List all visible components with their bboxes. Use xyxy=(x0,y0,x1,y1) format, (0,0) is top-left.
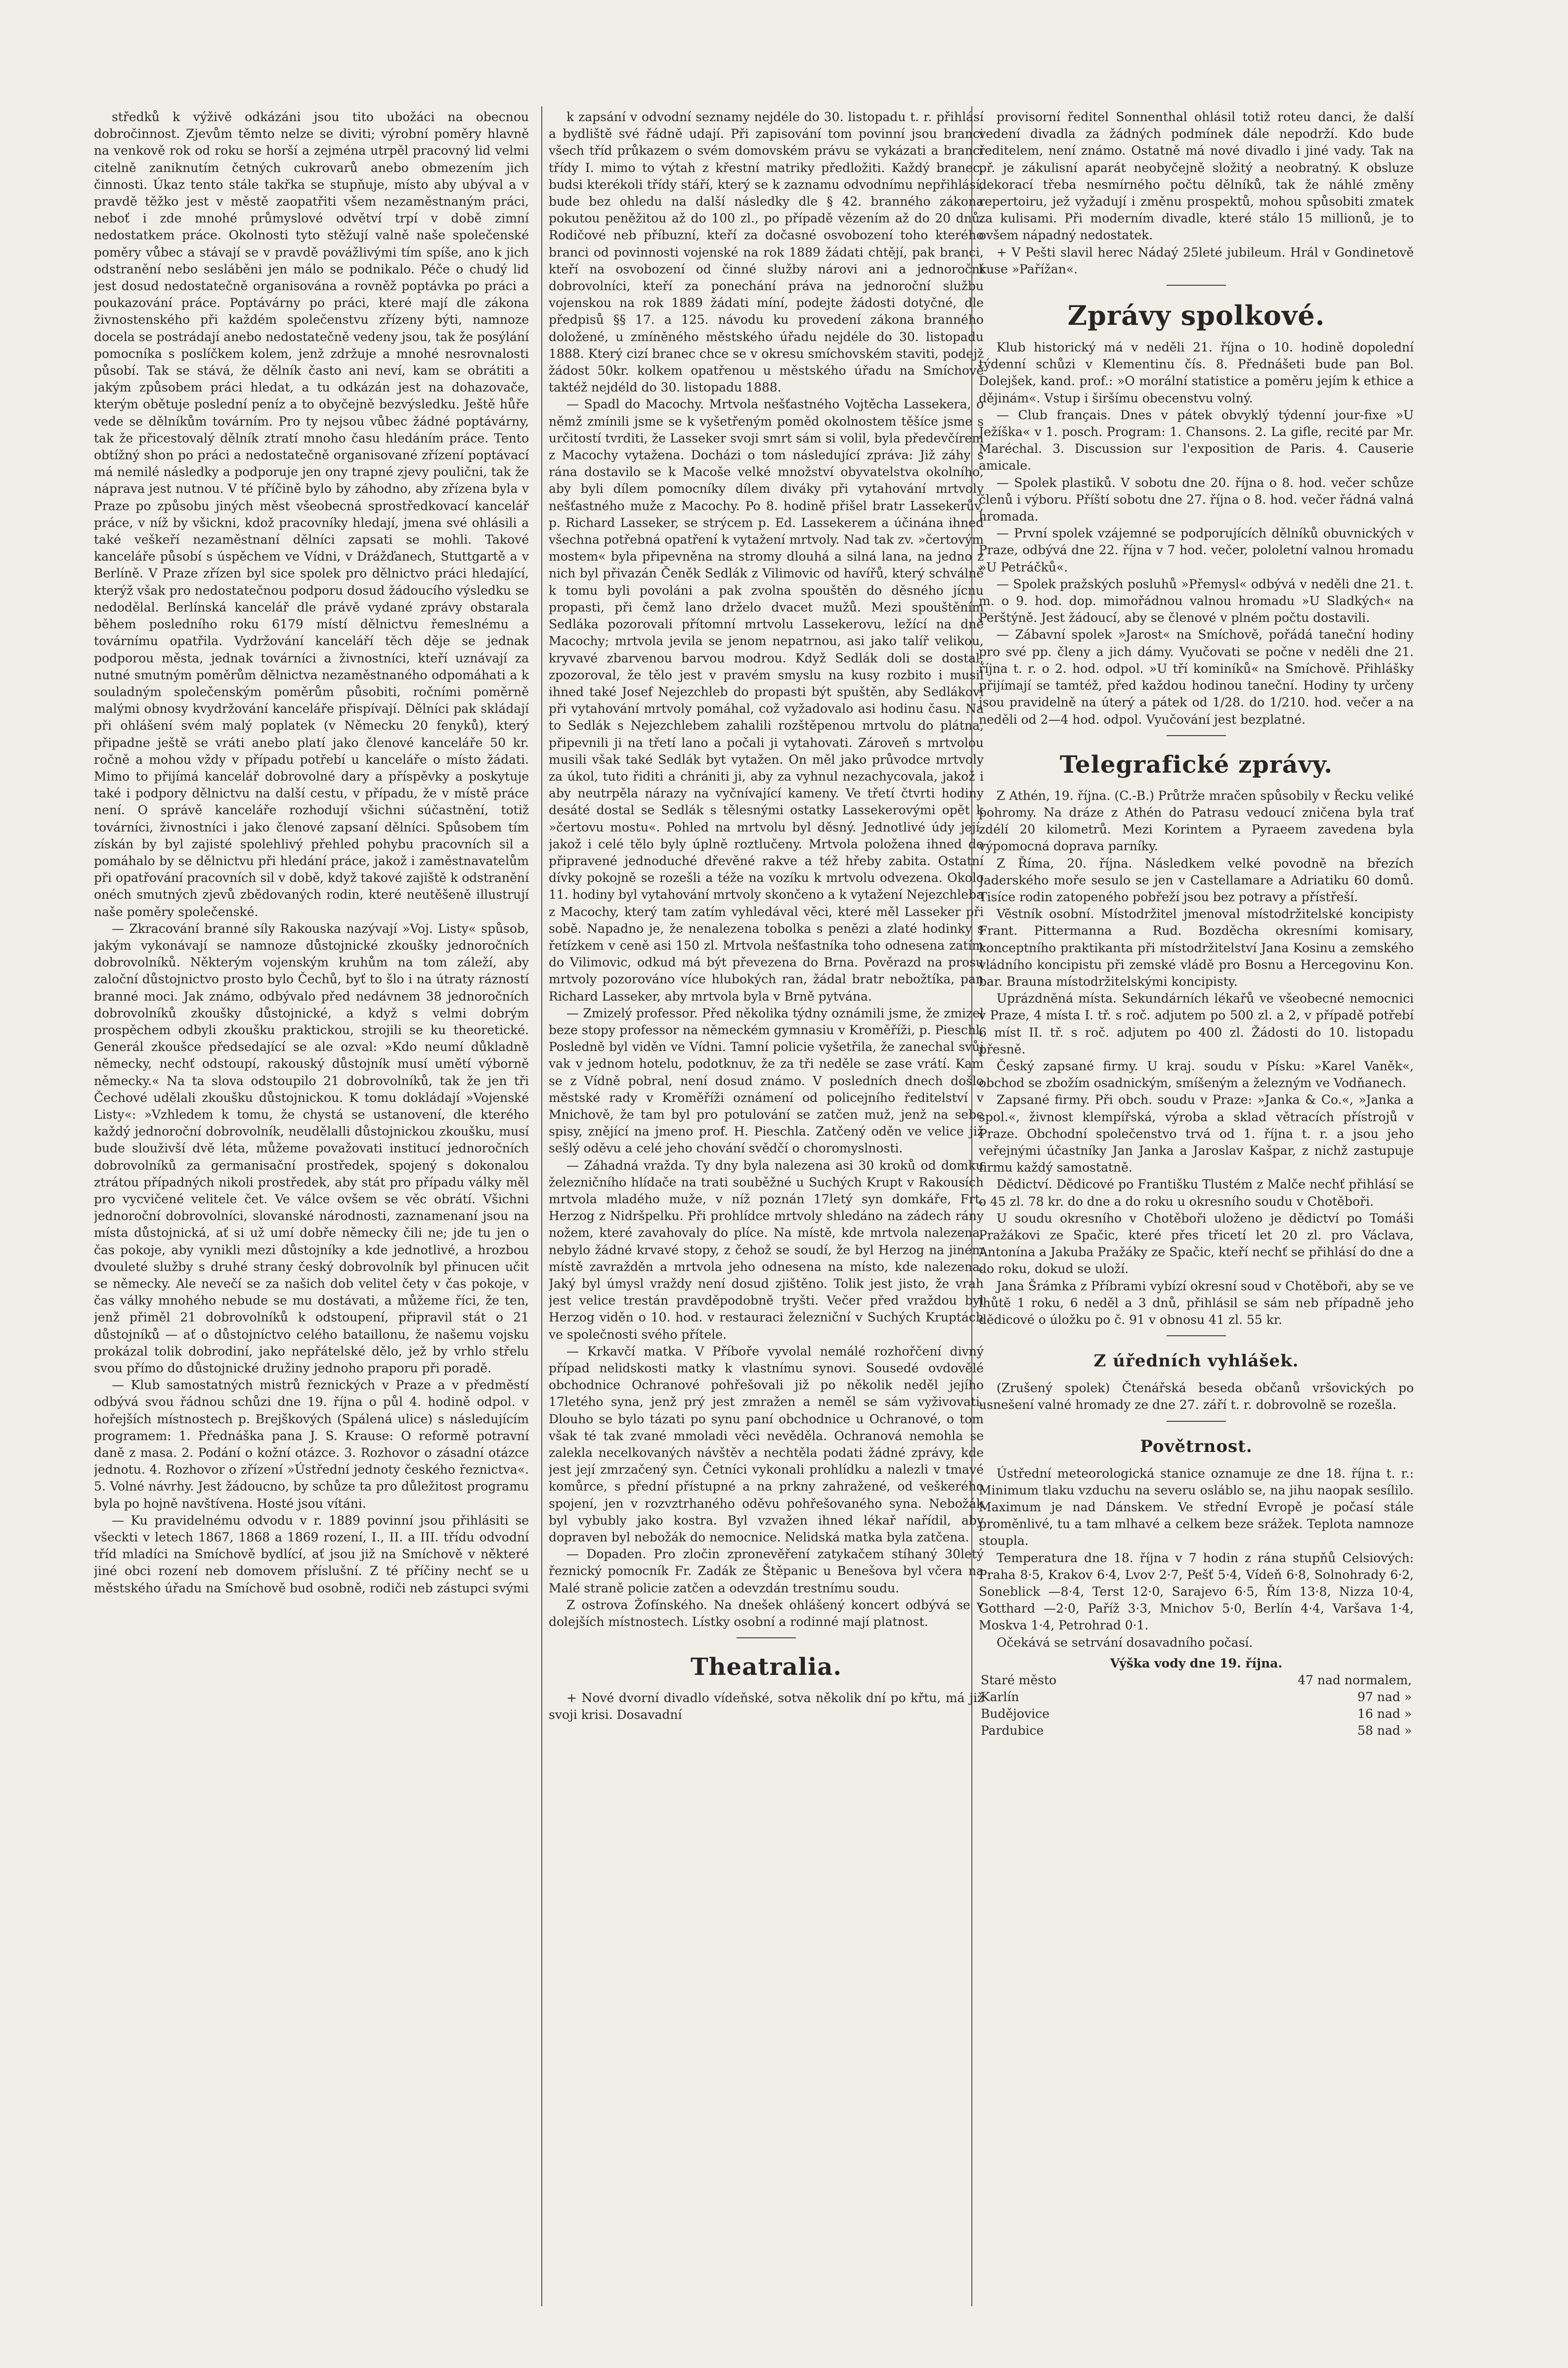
article-paragraph: Jana Šrámka z Příbrami vybízí okresní soud v Chotěboři, aby se ve lhůtě 1 roku, 6 neděl a 3 dnů, přihlásil se sám neb případně jeho dědicové o úložku po č. 91 v obnosu 41 zl. 55 kr. xyxy=(979,1278,1414,1327)
article-paragraph: — Klub samostatných mistrů řeznických v Praze a v předměstí odbývá svou řádnou schůzi dne 19. října o půl 4. hodině odpol. v hořejších místnostech p. Brejškových (Spálená ulice) s následujícím programem: 1. Přednáška pana J. S. Krause: O reformě potravní daně z masa. 2. Podání o kožní otázce. 3. Rozhovor o zásadní otázce jednotu. 4. Rozhovor o zřízení »Ústřední jednoty českého řeznictva«. 5. Volné návrhy. Jest žádoucno, by schůze ta pro důležitost programu byla po hojně navštívena. Hosté jsou vítáni. xyxy=(94,1378,529,1511)
article-paragraph: Dědictví. Dědicové po Františku Tlustém z Malče nechť přihlásí se o 45 zl. 78 kr. do dne a do roku u okresního soudu v Chotěboři. xyxy=(979,1177,1414,1209)
article-paragraph: Očekává se setrvání dosavadního počasí. xyxy=(997,1635,1253,1650)
article-paragraph: — Spadl do Macochy. Mrtvola nešťastného Vojtěcha Lassekera, o němž zmínili jsme se k vyšetřeným poměd okolnostem těšíce jsme s určitostí tvrditi, že Lasseker svoji smrt sám si volil, byla předevčírem z Macochy vytažena. Docházi o tom následující zpráva: Již záhy s rána dostavilo se k Macoše velké množství obyvatelstva okolního, aby byli dílem pomocníky dílem diváky při vytahování mrtvoly nešťastného muže z Macochy. Po 8. hodině přišel bratr Lassekerův, p. Richard Lasseker, se strýcem p. Ed. Lassekerem a účinána ihned všechna potřebná opatření k vytažení mrtvoly. Nad tak zv. »čertovým mostem« byla připevněna na stromy dlouhá a silná lana, na jedno z nich byl přivazán Čeněk Sedlák z Vilimovic od havířů, který schválně k tomu byli povoláni a pak zvolna spouštěn do děsného jícnu propasti, při čemž lano drželo dvacet mužů. Mezi spouštěním Sedláka pozorovali přítomní mrtvolu Lassekerovu, ležící na dně Macochy; mrtvola jevila se jenom nepatrnou, asi jako talíř velikou, kryvavé zbarvenou barvou modrou. Když Sedlák doli se dostal, zpozoroval, že tělo jest v pravém smyslu na kusy rozbito i musil ihned také Josef Nejezchleb do propasti být spuštěn, aby Sedlákovi při vytahování mrtvoly pomáhal, což vyžadovalo asi hodinu času. Na to Sedlák s Nejezchlebem zahalili rozštěpenou mrtvolu do plátna, připevnili ji na třetí lano a počali ji vytahovati. Zároveň s mrtvolou musili však také Sedlák byt vytažen. On měl jako průvodce mrtvoly za úkol, tuto řiditi a chrániti ji, aby za vyhnul nezachycovala, jakož i aby neutrpěla nárazy na vyčnívající kameny. Ve třetí čtvrti hodiny desáté dostal se Sedlák s tělesnými ostatky Lassekerovými opět k »čertovu mostu«. Pohled na mrtvolu byl děsný. Jednotlivé údy její, jakož i celé tělo byly úplně roztlučeny. Mrtvola položena ihned do připravené jednoduché dřevěné rakve a též hřeby zabita. Ostatní dívky pokojně se rozešli a téže na vozíku k mrtvolu odvezena. Okolo 11. hodiny byl vytahování mrtvoly skončeno a k vytažení Nejezchleba z Macochy, který tam zatím vyhledával věci, které měl Lasseker při sobě. Napadno je, že nenalezena tobolka s penězi a zlaté hodinky s řetízkem v ceně asi 150 zl. Mrtvola nešťastníka toho odnesena zatím do Vilimovic, odkud má být převezena do Brna. Pověrazd na prosu mrtvoly pozorováno více hlubokých ran, žádal bratr nebožtíka, pan Richard Lasseker, aby mrtvola byla v Brně pytvána. xyxy=(549,397,984,1004)
column-middle xyxy=(549,109,984,2328)
article-paragraph: — Spolek pražských posluhů »Přemysl« odbývá v neděli dne 21. t. m. o 9. hod. dop. mimořádnou valnou hromadu »U Sladkých« na Perštýně. Jest žádoucí, aby se členové v plném počtu dostavili. xyxy=(979,576,1414,625)
section-rule xyxy=(1167,285,1226,286)
article-paragraph: Věstník osobní. Místodržitel jmenoval místodržitelské koncipisty Frant. Pittermanna a Rud. Bozděcha okresními komisary, konceptního praktikanta při místodržitelství Jana Kosinu a zemského vládního koncipistu při zemské vládě pro Bosnu a Hercegovinu Kon. bar. Brauna místodržitelskými koncipisty. xyxy=(979,907,1414,989)
article-paragraph: Český zapsané firmy. U kraj. soudu v Písku: »Karel Vaněk«, obchod se zbožím osadnickým, smíšeným a železným ve Vodňanech. xyxy=(979,1058,1414,1091)
article-paragraph: — Zábavní spolek »Jarost« na Smíchově, pořádá taneční hodiny pro své pp. členy a jich dámy. Vyučovati se počne v neděli dne 21. října t. r. o 2. hod. odpol. »U tří kominíků« na Smíchově. Přihlášky přijímají se tamtéž, před každou hodinou taneční. Hodiny ty určeny jsou pravidelně na úterý a pátek od 1/28. do 1/210. hod. večer a na neděli od 2—4 hod. odpol. Vyučování jest bezplatné. xyxy=(979,627,1414,727)
article-paragraph: + Nové dvorní divadlo vídeňské, sotva několik dní po křtu, má již svoji krisi. Dosavadní xyxy=(549,1691,984,1722)
article-paragraph: — Zmizelý professor. Před několika týdny oznámili jsme, že zmizel beze stopy professor na německém gymnasiu v Kroměříži, p. Pieschl. Posledně byl viděn ve Vídni. Tamní policie vyšetřila, že zanechal svůj vak v jednom hotelu, podotknuv, že za tři neděle se zase vrátí. Kam se z Vídně pobral, není dosud známo. V posledních dnech došlo městské rady v Kroměříži oznámení od policejního ředitelství v Mnichově, že tam byl pro potulování se zatčen muž, jenž na sebe spisy, znějící na jmeno prof. H. Pieschla. Zatčený oděn ve velice již sešlý oděvu a celé jeho chování svědčí o choromyslnosti. xyxy=(549,1006,984,1156)
water-level-header-row xyxy=(979,1655,1414,1672)
article-paragraph: + V Pešti slavil herec Nádaý 25leté jubileum. Hrál v Gondinetově kuse »Pařížan«. xyxy=(979,245,1414,276)
theatre-heading: Theatralia. xyxy=(690,1653,842,1681)
article-paragraph: Ústřední meteorologická stanice oznamuje ze dne 18. října t. r.: Minimum tlaku vzduchu na severu osláblo se, na jihu naopak sesílilo. Maximum je nad Dánskem. Ve střední Evropě je počasí stále proměnlivé, tu a tam mlhavé a celkem beze srážek. Teplota namnoze stoupla. xyxy=(979,1466,1414,1548)
article-paragraph: — Ku pravidelnému odvodu v r. 1889 povinní jsou přihlásiti se všeckti v letech 1867, 1868 a 1869 rození, I., II. a III. třídu odvodní tříd mladíci na Smíchově bydlící, ať jsou již na Smíchově v některé jiné obci rození neb domovem příslušní. Z té příčiny nechť se u městského úřadu na Smíchově bud osobně, rodiči neb zástupci svými xyxy=(94,1513,529,1595)
water-place: Karlín xyxy=(981,1689,1019,1704)
water-level-row xyxy=(979,1722,1414,1739)
spolkove-heading: Zprávy spolkové. xyxy=(1067,300,1325,332)
water-level-row xyxy=(979,1689,1414,1706)
vyhlasek-heading: Z úředních vyhlášek. xyxy=(1093,1351,1299,1371)
article-paragraph: — Zkracování branné síly Rakouska nazývají »Voj. Listy« spůsob, jakým vykonávají se namnoze důstojnické zkoušky jednoročních dobrovolníků. Některým vojenským kruhům na tom záleží, aby zaloční důstojnictvo prosto bylo Čechů, byť to šlo i na útraty rázností branné moci. Jak známo, odbývalo před nedávnem 38 jednoročních dobrovolníků zkoušky důstojnické, a když s velmi dobrým prospěchem odbyli zkoušku praktickou, strojili se ku theoretické. Generál zkoušce předsedající se ale ozval: »Kdo neumí důkladně německy, nechť odstoupí, rakouský důstojník musí umětí výborně německy.« Na ta slova odstoupilo 21 dobrovolníků, tak že jen tři Čechové udělali zkoušku důstojnickou. K tomu dokládají »Vojenské Listy«: »Vzhledem k tomu, že chystá se ustanovení, dle kterého každý jednoroční dobrovolník, neudělalli důstojnickou zkoušku, musí bude slouživší dvě léta, můžeme považovati institucí jednoročních dobrovolníků za germanisační prostředek, spojený s dokonalou ztrátou případných nikoli prostředek, aby stát pro případu války měl pro vycvičené velitele čet. Ve válce ovšem se věc obrátí. Všichni jednoroční dobrovolníci, slovanské národnosti, zaznamenaní jsou na místa důstojnická, ať si už umí dobře německy čili ne; jde tu jen o čas pokoje, aby vynikli mezi důstojníky a kde jednotlivé, a hrozbou dvouleté služby s druhé strany český dobrovolník byl přinucen učit se německy. Ale nevečí se za našich dob velitel čety v čas pokoje, v čas války mnohého nebude se mu dostávati, a můžeme říci, že ten, jenž přiměl 21 dobrovolníků k odstoupení, připravil stát o 21 důstojníků — ať o důstojníctvo celého bataillonu, že našemu vojsku prokázal tolik dobrodiní, jako nepřátelské dělo, jež by vrhlo střelu svou přímo do důstojnické družiny jednoho praporu při poradě. xyxy=(94,921,529,1376)
water-level-row xyxy=(979,1706,1414,1722)
water-place: Budějovice xyxy=(981,1706,1049,1721)
water-value: 97 nad » xyxy=(1357,1689,1412,1704)
water-level-row xyxy=(979,1672,1414,1689)
article-paragraph: — První spolek vzájemné se podporujících dělníků obuvnických v Praze, odbývá dne 22. října v 7 hod. večer, pololetní valnou hromadu »U Petráčků«. xyxy=(979,526,1414,574)
article-paragraph: Klub historický má v neděli 21. října o 10. hodině dopolední týdenní schůzi v Klementinu čís. 8. Přednášeti bude pan Bol. Dolejšek, kand. prof.: »O morální statistice a poměru jejím k ethice a dějinám«. Vstup i širšímu obecenstvu volný. xyxy=(979,340,1414,405)
water-level-table xyxy=(979,1655,1414,1739)
weather-heading: Povětrnost. xyxy=(1140,1436,1253,1456)
article-paragraph: U soudu okresního v Chotěboři uloženo je dědictví po Tomáši Pražákovi ze Spačic, které přes třicetí let 20 zl. pro Václava, Antonína a Jakuba Pražáky ze Spačic, kteří nechť se přihlásí do dne a do roku, dokud se uloží. xyxy=(979,1211,1414,1276)
telegram-heading: Telegrafické zprávy. xyxy=(1059,750,1333,779)
article-paragraph: Zapsané firmy. Při obch. soudu v Praze: »Janka & Co.«, »Janka a spol.«, živnost klempířská, výroba a sklad větracích přístrojů v Praze. Obchodní společenstvo trvá od 1. října t. r. a jsou jeho veřejnými účastníky Jan Janka a Jaroslav Kašpar, z nichž zastupuje firmu každý samostatně. xyxy=(979,1093,1414,1175)
article-paragraph: Uprázdněná místa. Sekundárních lékařů ve všeobecné nemocnici v Praze, 4 místa I. tř. s roč. adjutem po 500 zl. a 2, v případě potřebí 6 míst II. tř. s roč. adjutem po 400 zl. Žádosti do 10. listopadu přesně. xyxy=(979,991,1414,1056)
water-value: 16 nad » xyxy=(1357,1706,1412,1721)
water-level-heading: Výška vody dne 19. října. xyxy=(1110,1656,1283,1670)
section-rule xyxy=(1167,1421,1226,1422)
water-place: Pardubice xyxy=(981,1723,1044,1738)
section-rule xyxy=(1167,735,1226,736)
section-rule xyxy=(1167,1335,1226,1336)
article-paragraph: — Club français. Dnes v pátek obvyklý týdenní jour-fixe »U Ježíška« v 1. posch. Program: 1. Chansons. 2. La gifle, recité par Mr. Maréchal. 3. Discussion sur l'exposition de Paris. 4. Causerie amicale. xyxy=(979,407,1414,473)
article-paragraph: k zapsání v odvodní seznamy nejdéle do 30. listopadu t. r. přihlásí a bydliště své řádně udají. Při zapisování tom povinní jsou branci všech tříd průkazem o svém domovském právu se vykázati a branci třídy I. mimo to výtah z křestní matriky předložiti. Každý branec, budsi kterékoli třídy stáří, který se k zaznamu odvodnímu nepřihlásí, bude bez ohledu na další následky dle § 42. branného zákona pokutou peněžitou až do 100 zl., po případě vězením až do 20 dnů. Rodičové neb příbuzní, kteří za dočasné osvobození toho kterého branci od povinnosti vojenské na rok 1889 žádati chtějí, pak branci, kteří na osvobození od činné služby nárovi ani a jednoroční dobrovolníci, kteří za ponechání práva na jednoroční službu vojenskou na rok 1889 žádati míní, podejte žádosti dotyčné, dle předpisů §§ 17. a 125. návodu ku provedení zákona branného doložené, u zmíněného městského úřadu nejdéle do 30. listopadu 1888. Který cizí branec chce se v okresu smíchovském staviti, podejž žádost 50kr. kolkem opatřenou u městského úřadu na Smíchově taktéž nejdéld do 30. listopadu 1888. xyxy=(549,110,984,395)
article-paragraph: Temperatura dne 18. října v 7 hodin z rána stupňů Celsiových: Praha 8·5, Krakov 6·4, Lvov 2·7, Pešť 5·4, Vídeň 6·8, Solnohrady 6·2, Soneblick —8·4, Terst 12·0, Sarajevo 6·5, Řím 13·8, Nizza 10·4, Gotthard —2·0, Paříž 3·3, Mnichov 5·0, Berlín 4·4, Varšava 1·4, Moskva 1·4, Petrohrad 0·1. xyxy=(979,1550,1414,1633)
water-value: 47 nad normalem, xyxy=(1298,1672,1412,1687)
article-paragraph: středků k výživě odkázáni jsou tito ubožáci na obecnou dobročinnost. Zjevům těmto nelze se diviti; výrobní poměry hlavně na venkově rok od roku se horší a zejména utrpěl pracovný lid velmi citelně zaniknutím četných cukrovarů anebo obmezením jich činnosti. Úkaz tento stále takřka se stupňuje, místo aby ubýval a v pravdě těžko jest v městě zaopatřiti všem nezaměstnaným práci, neboť i zde mnohé průmyslové odvětví trpí v době zimní nedostatkem práce. Okolnosti tyto stěžují valně naše společenské poměry vůbec a stávají se v pravdě povážlivými tím spíše, ano k jich odstranění nebo sesláběni jen málo se podnikalo. Péče o chudý lid jest dosud nedostatečně organisována a rovněž poptávka po práci a poukazování práce. Poptávárny po práci, které mají dle zákona živnostenského při každém společenstvu zřízeny býti, namnoze docela se postrádají anebo nedostatečně vedeny jsou, tak že posýlání pomocníka s poslíčkem kolem, jenž zdržuje a mnohé nesrovnalosti působí. Tak se stává, že dělník často ani neví, kam se obrátiti a jakým způsobem práci hledat, a tu odkázán jest na dohazovače, kterým obětuje poslední peníz a to obyčejně bezvýsledku. Ještě hůře vede se dělníkům továrním. Pro ty nejsou vůbec žádné poptávárny, tak že přicestovalý dělník ztratí mnoho času hledáním práce. Tento obtížný shon po práci a nedostatečně organisované zřízení poptávací má nemilé následky a podporuje jen ony trapné zjevy poulični, tak že náprava jest nutnou. V té příčině bylo by záhodno, aby zřízena byla v Praze po způsobu jiných měst všeobecná sprostředkovací kancelář práce, v níž by všickni, kdož pracovníky hledají, jmena své ohlásili a také veškeří nezaměstnaní dělníci zapsati se mohli. Takové kanceláře působí s úspěchem ve Vídni, v Drážďanech, Stuttgartě a v Berlíně. V Praze zřízen byl sice spolek pro dělnictvo práci hledající, kterýž však pro nedostatečnou podporu dosud žádoucího výsledku se nedodělal. Berlínská kancelář dle právě vydané zprávy obstarala během posledního roku 6179 místí dělnictvu řemeslnému a továrnímu opatřila. Vydržování kanceláří těch děje se jednak podporou města, jednak továrníci a živnostníci, kteří uznávají za nutné smutným poměrům dělnictva nezaměstnaného odpomáhati a k souladným společenským poměrům působiti, ročními poměrně malými obnosy kvydržování kanceláře přispívají. Dělníci pak skládají při ohlášení svém malý poplatek (v Německu 20 fenyků), který připadne ještě se vráti anebo platí jako členové kanceláře 50 kr. ročně a mohou vždy v případu potřebí u kanceláře o místo žádati. Mimo to přijímá kancelář dobrovolné dary a příspěvky a poskytuje také i podpory dělnictvu na další cestu, v případu, že v místě práce není. O správě kanceláře rozhodují všichni súčastnění, totiž továrníci, živnostníci i jako členové zapsaní dělníci. Spůsobem tím získán by byl zajisté spolehlivý přehled pohybu pracovních sil a pomáhalo by se dělnictvu při hledání práce, jakož i zaměstnavatelům při opatřování pracovních sil v době, když takové zajiště k odstranění onéch smutných zjevů zbědovaných rodin, které neutěšeně illustrují naše poměry společenské. xyxy=(94,110,529,919)
article-paragraph: — Dopaden. Pro zločin zpronevěření zatykačem stíhaný 30letý řeznický pomocník Fr. Zadák ze Štěpanic u Benešova byl včera na Malé straně policie zatčen a odevzdán trestnímu soudu. xyxy=(549,1547,984,1595)
article-paragraph: (Zrušený spolek) Čtenářská beseda občanů vršovických po usnešení valné hromady ze dne 27. září t. r. dobrovolně se rozešla. xyxy=(979,1381,1414,1412)
article-paragraph: — Záhadná vražda. Ty dny byla nalezena asi 30 kroků od domku železničního hlídače na trati souběžné u Suchých Krupt v Rakousích mrtvola mladého muže, v níž poznán 17letý syn domkáře, Frt. Herzog z Nidršpelku. Při prohlídce mrtvoly shledáno na zádech rány nožem, které zavahovaly do plíce. Na místě, kde mrtvola nalezena, nebylo žádné krvavé stopy, z čehož se soudí, že byl Herzog na jiném místě zavražděn a mrtvola jeho odnesena na místo, kde nalezena. Jaký byl úmysl vraždy není dosud zjištěno. Tolik jest jisto, že vrah jest velice trestán pravděpodobně tryšti. Večer před vraždou byl Herzog viděn o 10. hod. v restauraci železniční v Suchých Kruptách ve společnosti svého přítele. xyxy=(549,1158,984,1342)
article-paragraph: — Spolek plastiků. V sobotu dne 20. října o 8. hod. večer schůze členů i výboru. Příští sobotu dne 27. října o 8. hod. večer řádná valná hromada. xyxy=(979,475,1414,524)
section-rule xyxy=(737,1637,796,1638)
article-paragraph: provisorní ředitel Sonnenthal ohlásil totiž roteu danci, že další vedení divadla za žádných podmínek dále nepodrží. Kdo bude ředitelem, není známo. Ostatně má nové divadlo i jiné vady. Tak na př. je zákulisní aparát neobyčejně složitý a neobratný. K obsluze dekorací třeba nesmírného počtu dělníků, tak že náhlé změny repertoiru, jež vyžadují i změnu prospektů, mohou spůsobiti zmatek za kulisami. Při moderním divadle, které stálo 15 millionů, je to ovšem nápadný nedostatek. xyxy=(979,110,1414,243)
water-value: 58 nad » xyxy=(1357,1723,1412,1738)
article-paragraph: — Krkavčí matka. V Příboře vyvolal nemálé rozhořčení divný případ nelidskosti matky k vlastnímu synovi. Sousedé ovdovělé obchodnice Ochranové pohřešovali již po několik neděl jejího 17letého syna, jenž prý jest zmražen a neměl se sám vyživovati. Dlouho se bylo tázati po synu paní obchodnice u Ochranové, o tom však té tak zvané mmoladi věci nevěděla. Ochranová nemohla se zalekla necelkovaných návštěv a nechtěla podati žádné zprávy, kde jest její zmrzačený syn. Četníci vykonali prohlídku a nalezli v tmavé komůrce, s přední přístupné a na prkny zahražené, od veškerého spojení, jen v rozvztrhaného oděvu pohřešovaného syna. Nebožák byl vybubly jako kostra. Byl vzvažen ihned lékař nařídil, aby dopraven byl nebožák do nemocnice. Nelidská matka byla zatčena. xyxy=(549,1344,984,1545)
column-left xyxy=(94,109,529,2328)
water-place: Staré město xyxy=(981,1672,1057,1687)
article-paragraph: Z ostrova Žofínského. Na dnešek ohlášený koncert odbývá se v dolejších místnostech. Lístky osobní a rodinné mají platnost. xyxy=(549,1597,984,1629)
article-paragraph: Z Říma, 20. října. Následkem velké povodně na březích Jaderského moře sesulo se jen v Castellamare a Adriatiku 60 domů. Tisíce rodin zatopeného pobřeží jsou bez potravy a přístřeší. xyxy=(979,856,1414,904)
column-divider xyxy=(541,106,542,2306)
column-right xyxy=(979,109,1414,2328)
article-paragraph: Z Athén, 19. října. (C.-B.) Průtrže mračen spůsobily v Řecku veliké pohromy. Na dráze z Athén do Patrasu vedoucí zničena byla trať zdélí 20 kilometrů. Mezi Korintem a Pyraeem zavedena byla výpomocná doprava parníky. xyxy=(979,788,1414,854)
